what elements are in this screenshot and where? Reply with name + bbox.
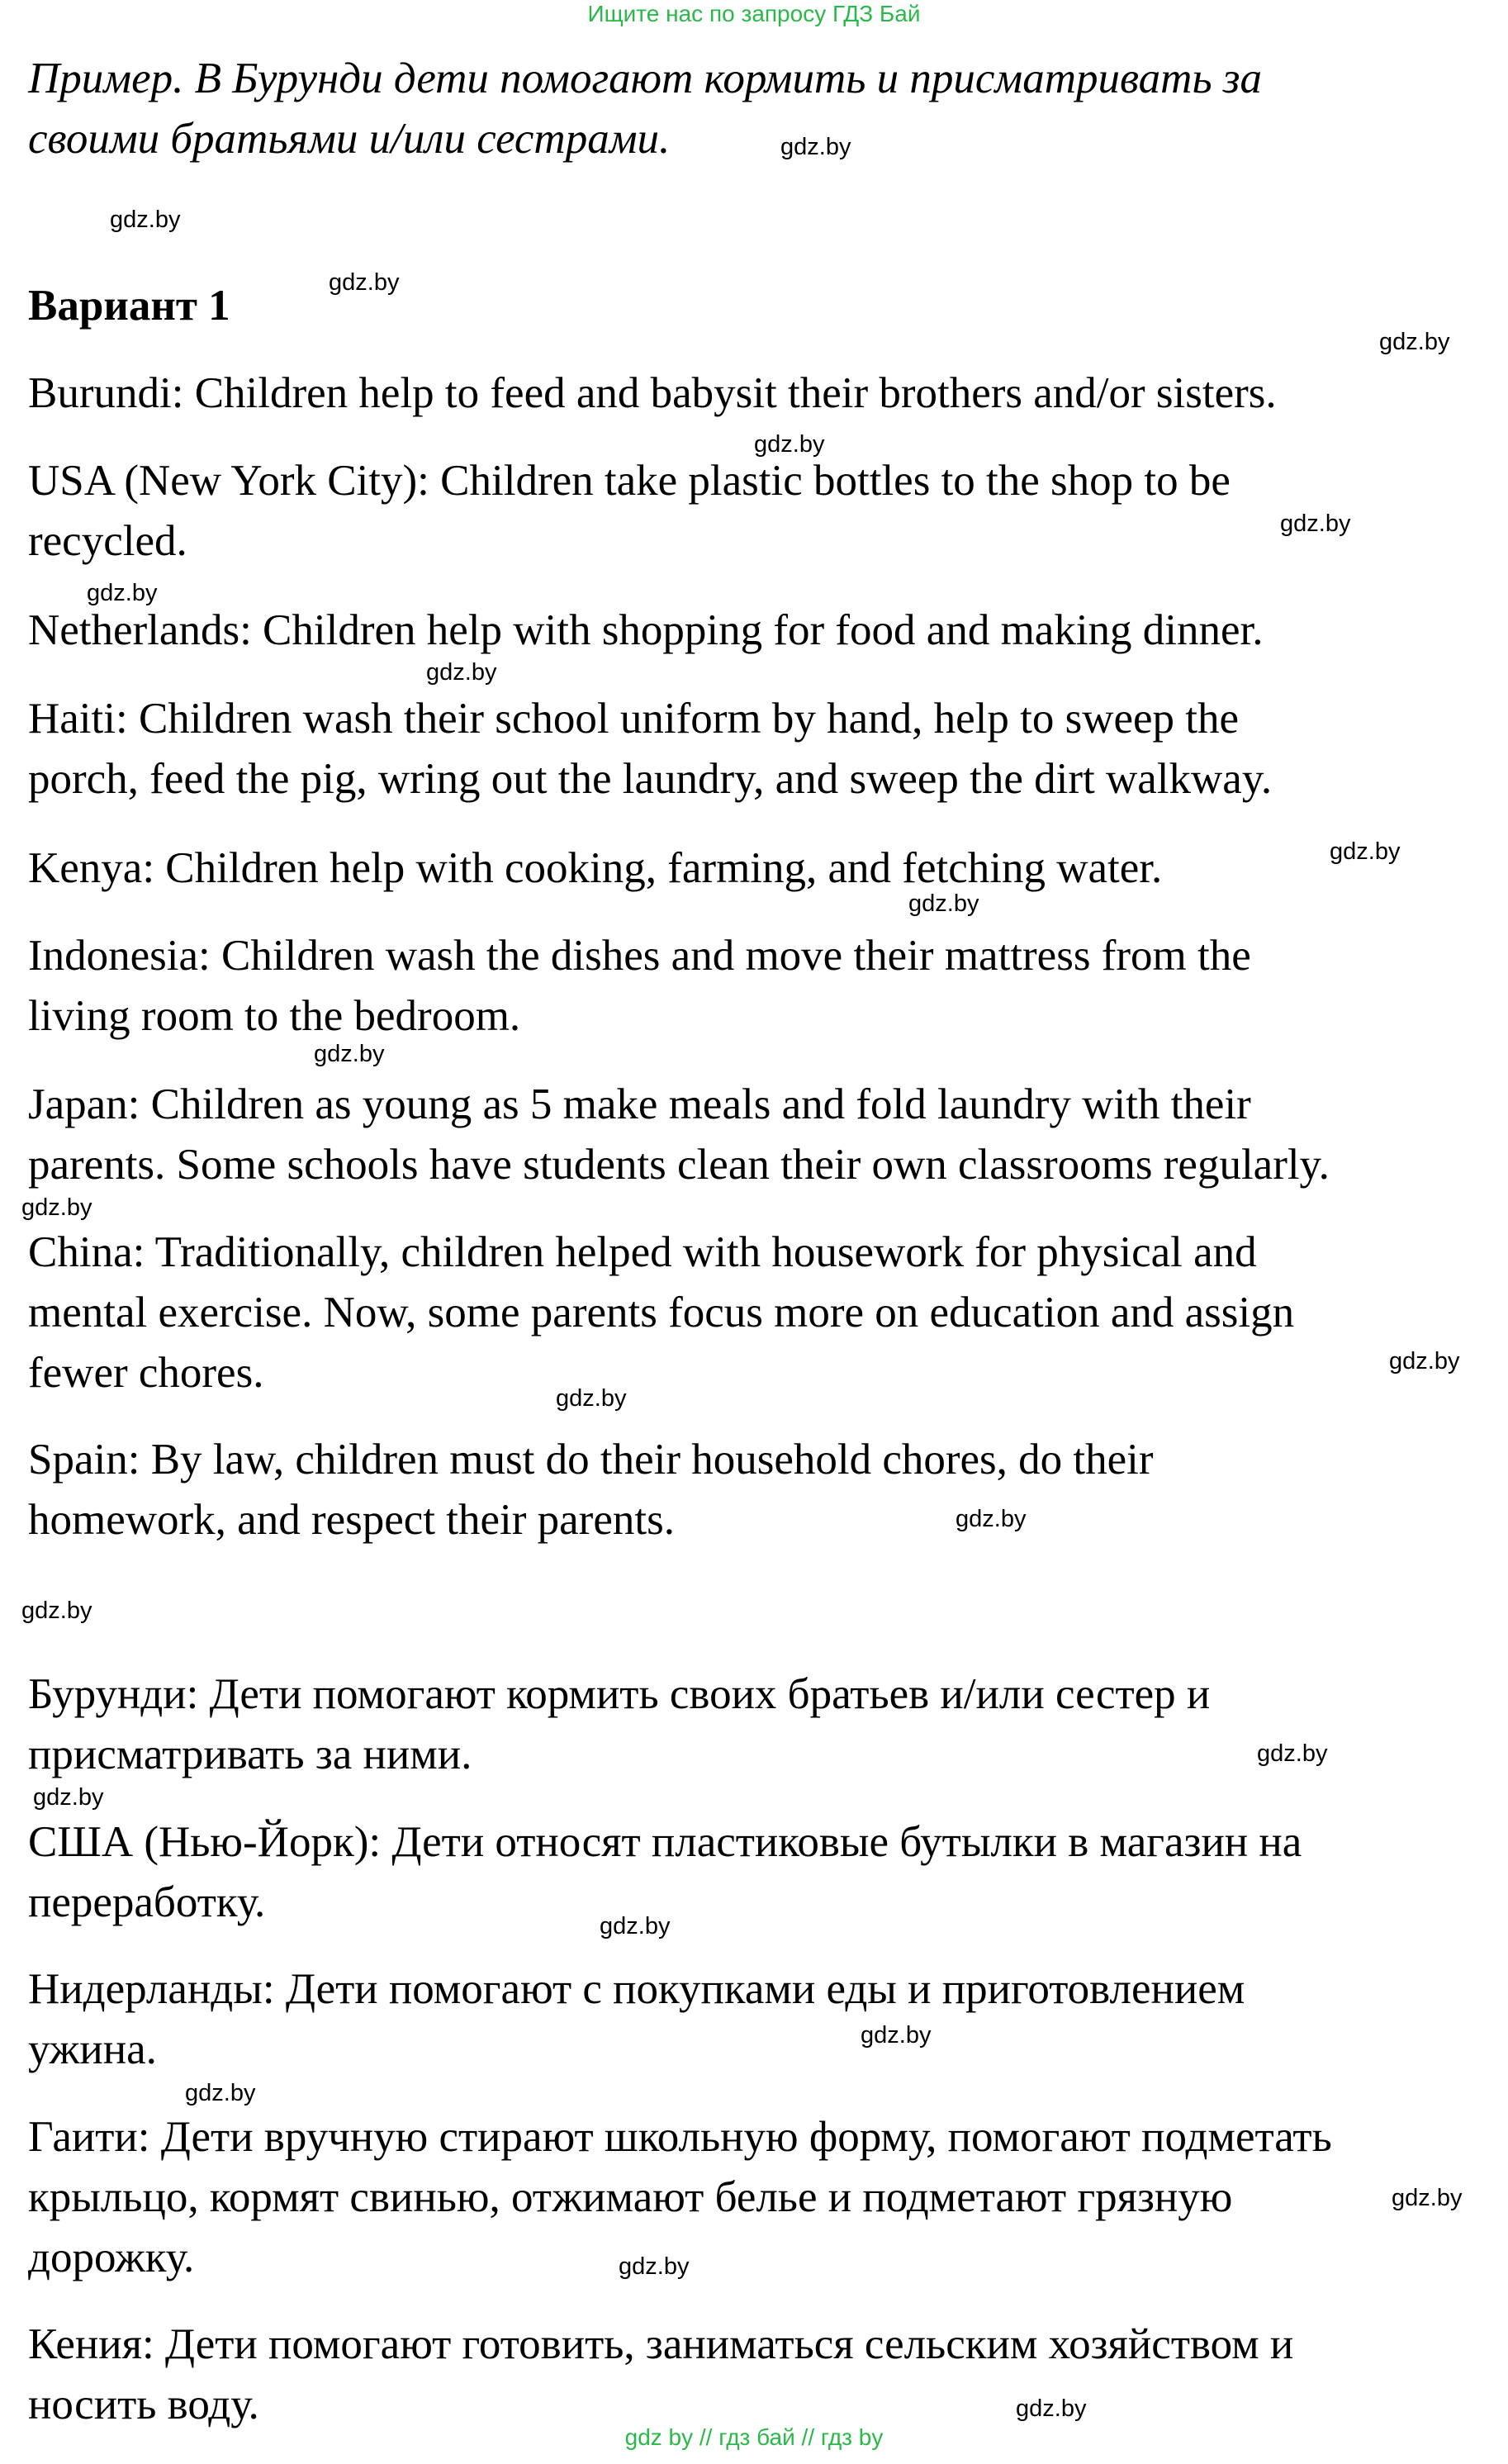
watermark: gdz.by [1379,329,1450,355]
paragraph-line: living room to the bedroom. [28,992,521,1040]
paragraph-line: ужина. [28,2025,157,2073]
variant-heading: Вариант 1 [28,282,230,330]
paragraph-line: Burundi: Children help to feed and babysit their brothers and/or sisters. [28,369,1277,417]
example-sentence [28,49,1482,169]
watermark: gdz.by [780,134,851,160]
watermark: gdz.by [314,1041,385,1067]
watermark: gdz.by [21,1598,92,1624]
paragraph-line: носить воду. [28,2381,259,2428]
paragraph-burundi-en [28,363,1482,424]
paragraph-line: fewer chores. [28,1349,264,1397]
paragraph-haiti-en [28,689,1482,809]
watermark: gdz.by [329,269,400,296]
watermark: gdz.by [1016,2395,1087,2422]
watermark: gdz.by [1330,838,1401,865]
page-footer-banner: gdz by // гдз бай // гдз by [624,2424,884,2450]
watermark: gdz.by [87,580,158,606]
paragraph-china-en [28,1223,1482,1403]
paragraph-line: Netherlands: Children help with shopping for food and making dinner. [28,606,1264,654]
paragraph-line: Нидерланды: Дети помогают с покупками еды и приготовлением [28,1965,1245,2013]
watermark: gdz.by [861,2022,932,2049]
paragraph-line: присматривать за ними. [28,1730,472,1778]
watermark: gdz.by [556,1385,627,1412]
paragraph-burundi-ru [28,1664,1482,1785]
paragraph-kenya-en [28,838,1482,899]
watermark: gdz.by [21,1194,92,1221]
paragraph-kenya-ru [28,2314,1482,2435]
paragraph-netherlands-en [28,601,1482,661]
example-line: своими братьями и/или сестрами. [28,115,671,163]
paragraph-line: parents. Some schools have students clean their own classrooms regularly. [28,1141,1330,1189]
paragraph-line: Spain: By law, children must do their household chores, do their [28,1436,1154,1484]
watermark: gdz.by [185,2080,256,2106]
watermark: gdz.by [1280,510,1351,537]
watermark: gdz.by [619,2253,690,2280]
paragraph-line: China: Traditionally, children helped with housework for physical and [28,1228,1257,1276]
paragraph-line: Гаити: Дети вручную стирают школьную форму, помогают подметать [28,2113,1332,2161]
watermark: gdz.by [33,1784,104,1811]
paragraph-line: Japan: Children as young as 5 make meals and fold laundry with their [28,1080,1251,1128]
paragraph-line: homework, and respect their parents. [28,1496,675,1544]
watermark: gdz.by [754,431,825,458]
page-header-banner: Ищите нас по запросу ГДЗ Бай [587,1,921,26]
paragraph-line: mental exercise. Now, some parents focus more on education and assign [28,1289,1295,1336]
paragraph-line: США (Нью-Йорк): Дети относят пластиковые бутылки в магазин на [28,1818,1302,1866]
paragraph-line: USA (New York City): Children take plastic bottles to the shop to be [28,457,1231,505]
watermark: gdz.by [1389,1348,1460,1374]
paragraph-haiti-ru [28,2107,1482,2288]
example-line: Пример. В Бурунди дети помогают кормить и присматривать за [28,55,1262,102]
paragraph-line: дорожку. [28,2234,195,2281]
watermark: gdz.by [600,1913,671,1939]
paragraph-line: Kenya: Children help with cooking, farming, and fetching water. [28,844,1163,892]
paragraph-line: переработку. [28,1878,266,1926]
paragraph-usa-en [28,451,1482,572]
paragraph-netherlands-ru [28,1959,1482,2080]
paragraph-line: Кения: Дети помогают готовить, заниматься сельским хозяйством и [28,2320,1294,2368]
watermark: gdz.by [426,659,497,686]
paragraph-line: Бурунди: Дети помогают кормить своих братьев и/или сестер и [28,1670,1211,1718]
watermark: gdz.by [956,1506,1027,1532]
paragraph-line: Indonesia: Children wash the dishes and move their mattress from the [28,932,1251,980]
paragraph-line: recycled. [28,517,187,565]
paragraph-usa-ru [28,1812,1482,1933]
paragraph-line: крыльцо, кормят свинью, отжимают белье и подметают грязную [28,2173,1233,2221]
paragraph-line: porch, feed the pig, wring out the laundry, and sweep the dirt walkway. [28,755,1273,803]
paragraph-indonesia-en [28,926,1482,1047]
watermark: gdz.by [1257,1740,1328,1767]
watermark: gdz.by [110,207,181,233]
paragraph-japan-en [28,1075,1482,1195]
paragraph-spain-en [28,1430,1482,1550]
watermark: gdz.by [1392,2185,1463,2211]
watermark: gdz.by [908,890,979,917]
paragraph-line: Haiti: Children wash their school uniform by hand, help to sweep the [28,695,1240,743]
